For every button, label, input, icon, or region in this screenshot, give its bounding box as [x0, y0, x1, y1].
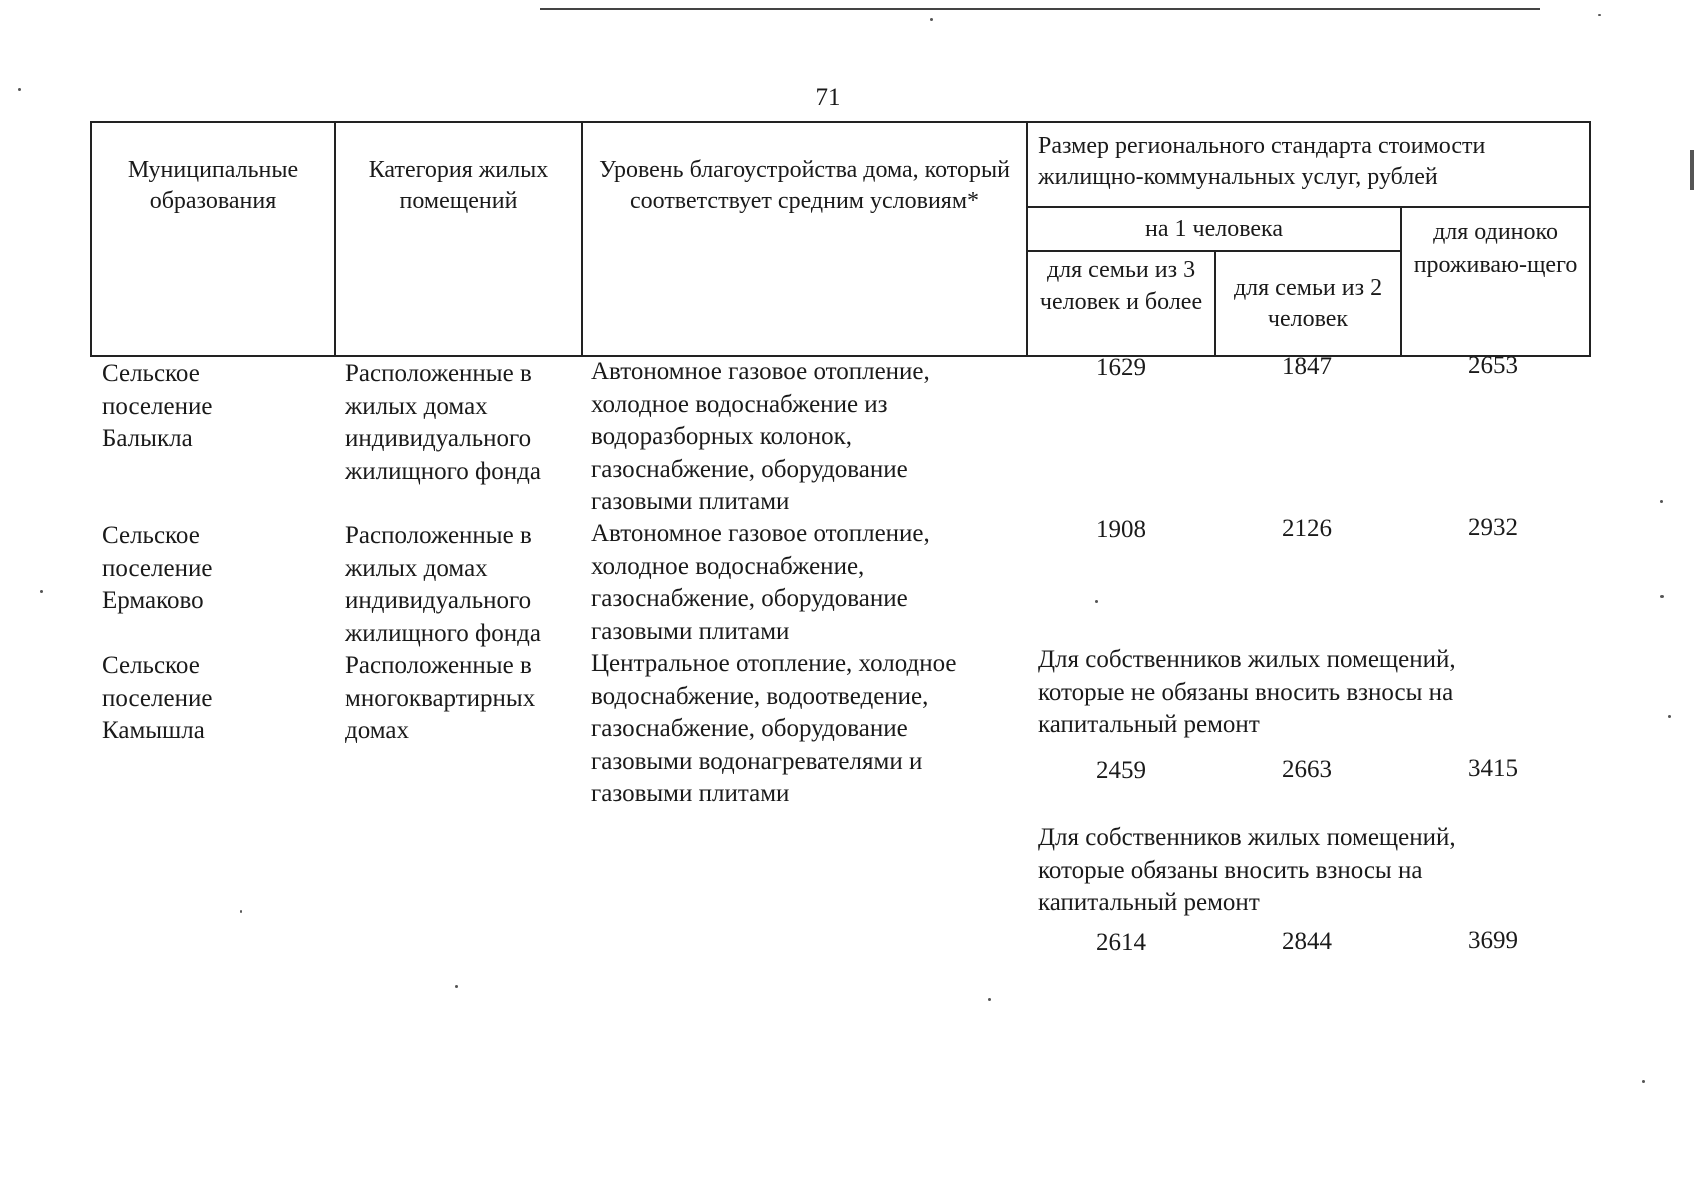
- row-municipality: Сельское поселение Балыкла: [102, 360, 213, 452]
- value-family-2: 1847: [1282, 353, 1332, 380]
- header-standard-group: Размер регионального стандарта стоимости жилищно-коммунальных услуг, рублей: [1027, 122, 1590, 207]
- value-family-2: 2663: [1282, 756, 1332, 783]
- value-family-3: 1908: [1096, 516, 1146, 543]
- row-level: Центральное отопление, холодное водоснабжение, водоотведение, газоснабжение, оборудование газовыми водонагревателями и газовыми плитами: [591, 650, 957, 807]
- row-municipality: Сельское поселение Ермаково: [102, 522, 213, 614]
- value-family-3: 1629: [1096, 354, 1146, 381]
- table-header: [90, 121, 1591, 357]
- value-single: 3415: [1468, 755, 1518, 782]
- scan-speck: [988, 998, 991, 1001]
- row-municipality: Сельское поселение Камышла: [102, 652, 213, 744]
- row-category: Расположенные в жилых домах индивидуального жилищного фонда: [345, 360, 541, 485]
- scan-speck: [240, 910, 242, 913]
- header-family-3: для семьи из 3 человек и более: [1027, 251, 1215, 356]
- header-family-2: для семьи из 2 человек: [1215, 251, 1401, 356]
- value-single: 2653: [1468, 352, 1518, 379]
- scan-speck: [1095, 600, 1098, 603]
- row-level: Автономное газовое отопление, холодное водоснабжение из водоразборных колонок, газоснабжение, оборудование газовыми плитами: [591, 358, 930, 515]
- header-level: Уровень благоустройства дома, который соответствует средним условиям*: [582, 122, 1027, 356]
- scan-speck: [930, 18, 933, 21]
- value-family-2: 2844: [1282, 928, 1332, 955]
- scan-speck: [1690, 150, 1694, 190]
- value-family-2: 2126: [1282, 515, 1332, 542]
- value-family-3: 2614: [1096, 929, 1146, 956]
- row-category: Расположенные в многоквартирных домах: [345, 652, 536, 744]
- scan-speck: [1598, 14, 1601, 16]
- scan-speck: [455, 985, 458, 988]
- scan-speck: [1642, 1080, 1645, 1083]
- header-municipality: Муниципальные образования: [91, 122, 335, 356]
- value-family-3: 2459: [1096, 757, 1146, 784]
- page-number: 71: [815, 84, 841, 111]
- header-per-person: на 1 человека: [1027, 207, 1401, 251]
- value-single: 3699: [1468, 927, 1518, 954]
- top-border-line: [540, 8, 1540, 10]
- scan-speck: [1660, 595, 1664, 598]
- row-level: Автономное газовое отопление, холодное водоснабжение, газоснабжение, оборудование газовыми плитами: [591, 520, 930, 645]
- header-category: Категория жилых помещений: [335, 122, 582, 356]
- value-single: 2932: [1468, 514, 1518, 541]
- note-with-capital-repair: Для собственников жилых помещений, которые обязаны вносить взносы на капитальный ремонт: [1038, 824, 1456, 916]
- scan-speck: [40, 590, 43, 593]
- scan-speck: [18, 88, 21, 91]
- scan-speck: [1668, 715, 1671, 718]
- header-single: для одиноко проживаю-щего: [1401, 207, 1590, 356]
- note-no-capital-repair: Для собственников жилых помещений, которые не обязаны вносить взносы на капитальный ремонт: [1038, 646, 1456, 738]
- scan-speck: [1660, 500, 1663, 503]
- row-category: Расположенные в жилых домах индивидуального жилищного фонда: [345, 522, 541, 647]
